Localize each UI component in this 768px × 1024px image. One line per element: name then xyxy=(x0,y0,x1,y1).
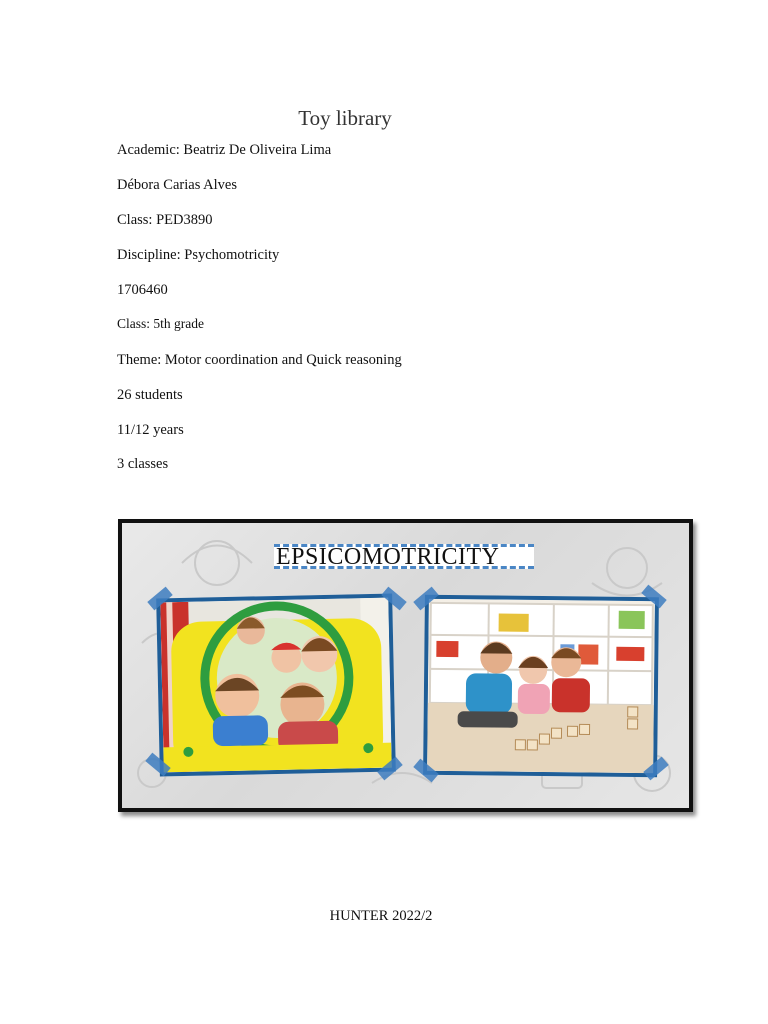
info-line-theme: Theme: Motor coordination and Quick reasoning xyxy=(117,352,402,368)
collage-heading: EPSICOMOTRICITY xyxy=(276,544,500,570)
info-line-co-author: Débora Carias Alves xyxy=(117,177,237,193)
photo-playground-children xyxy=(156,594,396,777)
info-line-students: 26 students xyxy=(117,387,183,403)
info-line-classes: 3 classes xyxy=(117,456,169,472)
info-line-discipline: Discipline: Psychomotricity xyxy=(117,247,280,263)
playground-illustration xyxy=(160,598,392,773)
collage-image xyxy=(118,519,693,812)
info-line-id-number: 1706460 xyxy=(117,282,168,298)
info-line-grade: Class: 5th grade xyxy=(117,316,204,331)
page-title: Toy library xyxy=(298,106,392,130)
blocks-illustration xyxy=(427,599,655,773)
footer-text: HUNTER 2022/2 xyxy=(329,908,433,924)
info-line-ages: 11/12 years xyxy=(117,422,184,438)
photo-blocks-children xyxy=(423,595,659,777)
info-line-academic: Academic: Beatriz De Oliveira Lima xyxy=(117,142,332,158)
info-line-class-code: Class: PED3890 xyxy=(117,212,213,228)
